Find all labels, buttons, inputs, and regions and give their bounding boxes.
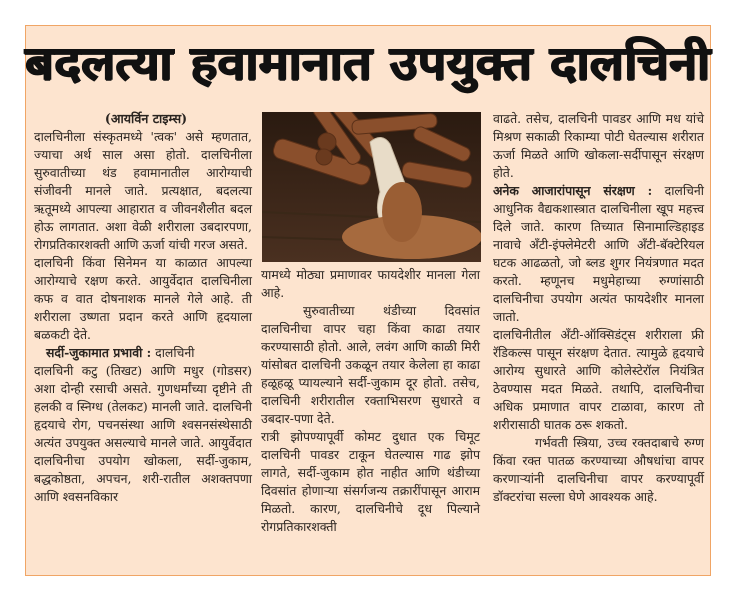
byline: (आयर्विन टाइम्स): [104, 111, 188, 126]
paragraph: दालचिनीला संस्कृतमध्ये 'त्वक' असे म्हणतात, ज्याचा अर्थ साल असा होतो. दालचिनीला सुरुवातीच्या थंड हवामानातील आरोग्याची संजीवनी मानले जाते. प्रत्यक्षात, बदलत्या ऋतूमध्ये आपल्या आहारात व जीवनशैलीत बदल होऊ लागतात. अशा वेळी शरीराला उबदारपणा, रोगप्रतिकारशक्ती आणि ऊर्जा यांची गरज असते.: [34, 129, 252, 252]
subhead-paragraph: [34, 344, 252, 362]
paragraph: दालचिनी किंवा सिनेमन या काळात आपल्या आरोग्याचे रक्षण करते. आयुर्वेदात दालचिनीला कफ व वात दोषनाशक मानले गेले आहे. ती शरीराला उष्णता प्रदान करते आणि हृदयाला बळकटी देते.: [34, 255, 252, 342]
paragraph: दालचिनी कटु (तिखट) आणि मधुर (गोडसर) अशा दोन्ही रसाची असते. गुणधर्मांच्या दृष्टीने ती हलकी व स्निग्ध (तेलकट) मानली जाते. दालचिनी हृदयाचे रोग, पचनसंस्था आणि श्वसनसंस्थेसाठी अत्यंत उपयुक्त असल्याचे मानले जाते. आयुर्वेदात दालचिनीचा उपयोग खोकला, सर्दी-जुकाम, बद्धकोष्ठता, अपचन, शरी-रातील अशक्तपणा आणि श्वसनविकार: [34, 363, 252, 504]
subhead-cold-relief: सर्दी-जुकामात प्रभावी :: [46, 345, 152, 360]
cinnamon-photo: [262, 112, 481, 262]
paragraph: गर्भवती स्त्रिया, उच्च रक्तदाबाचे रुग्ण किंवा रक्त पातळ करण्याच्या औषधांचा वापर करणाऱ्यांनी दालचिनीचा वापर करण्यापूर्वी डॉक्टरांचा सल्ला घेणे आवश्यक आहे.: [493, 435, 704, 504]
subhead-paragraph: [493, 182, 704, 326]
cinnamon-image-icon: [262, 112, 481, 262]
subhead-text: दालचिनी आधुनिक वैद्यकशास्त्रात दालचिनीला खूप महत्त्व दिले जाते. कारण तिच्यात सिनामाल्डिहाइड नावाचे अँटी-इंफ्लेमेटरी आणि अँटी-बॅक्टेरियल घटक आढळतो, जो ब्लड शुगर नियंत्रणात मदत करतो. म्हणूनच मधुमेहाच्या रुग्णांसाठी दालचिनीचा उपयोग अत्यंत फायदेशीर मानला जातो.: [493, 183, 704, 324]
article-column-3: [493, 110, 704, 506]
article-headline: बदलत्या हवामानात उपयुक्त दालचिनी: [25, 36, 711, 91]
subhead-protection: अनेक आजारांपासून संरक्षण :: [493, 183, 653, 198]
article-column-2: [261, 266, 480, 536]
paragraph: सुरुवातीच्या थंडीच्या दिवसांत दालचिनीचा वापर चहा किंवा काढा तयार करण्यासाठी होतो. आले, लवंग आणि काळी मिरी यांसोबत दालचिनी उकळून तयार केलेला हा काढा हळूहळू प्यायल्याने सर्दी-जुकाम दूर होतो. तसेच, दालचिनी शरीरातील रक्ताभिसरण सुधारते व उबदार-पणा देते.: [261, 303, 480, 426]
subhead-text: दालचिनी: [151, 345, 195, 360]
article-frame: [25, 25, 711, 576]
paragraph: रात्री झोपण्यापूर्वी कोमट दुधात एक चिमूट दालचिनी पावडर टाकून घेतल्यास गाढ झोप लागते, सर्दी-जुकाम होत नाहीत आणि थंडीच्या दिवसांत होणाऱ्या संसर्गजन्य तक्रारींपासून आराम मिळतो. कारण, दालचिनीचे दूध पिल्याने रोगप्रतिकारशक्ती: [261, 429, 480, 534]
article-column-1: [34, 110, 252, 506]
paragraph: वाढते. तसेच, दालचिनी पावडर आणि मध यांचे मिश्रण सकाळी रिकाम्या पोटी घेतल्यास शरीरात ऊर्जा मिळते आणि खोकला-सर्दीपासून संरक्षण होते.: [493, 111, 704, 180]
paragraph: यामध्ये मोठ्या प्रमाणावर फायदेशीर मानला गेला आहे.: [261, 267, 480, 300]
paragraph: दालचिनीतील अँटी-ऑक्सिडंट्स शरीराला फ्री रॅडिकल्स पासून संरक्षण देतात. त्यामुळे हृदयाचे आरोग्य सुधारते आणि कोलेस्टेरॉल नियंत्रित ठेवण्यास मदत मिळते. तथापि, दालचिनीचा अधिक प्रमाणात वापर टाळावा, कारण तो शरीरासाठी घातक ठरू शकतो.: [493, 327, 704, 432]
